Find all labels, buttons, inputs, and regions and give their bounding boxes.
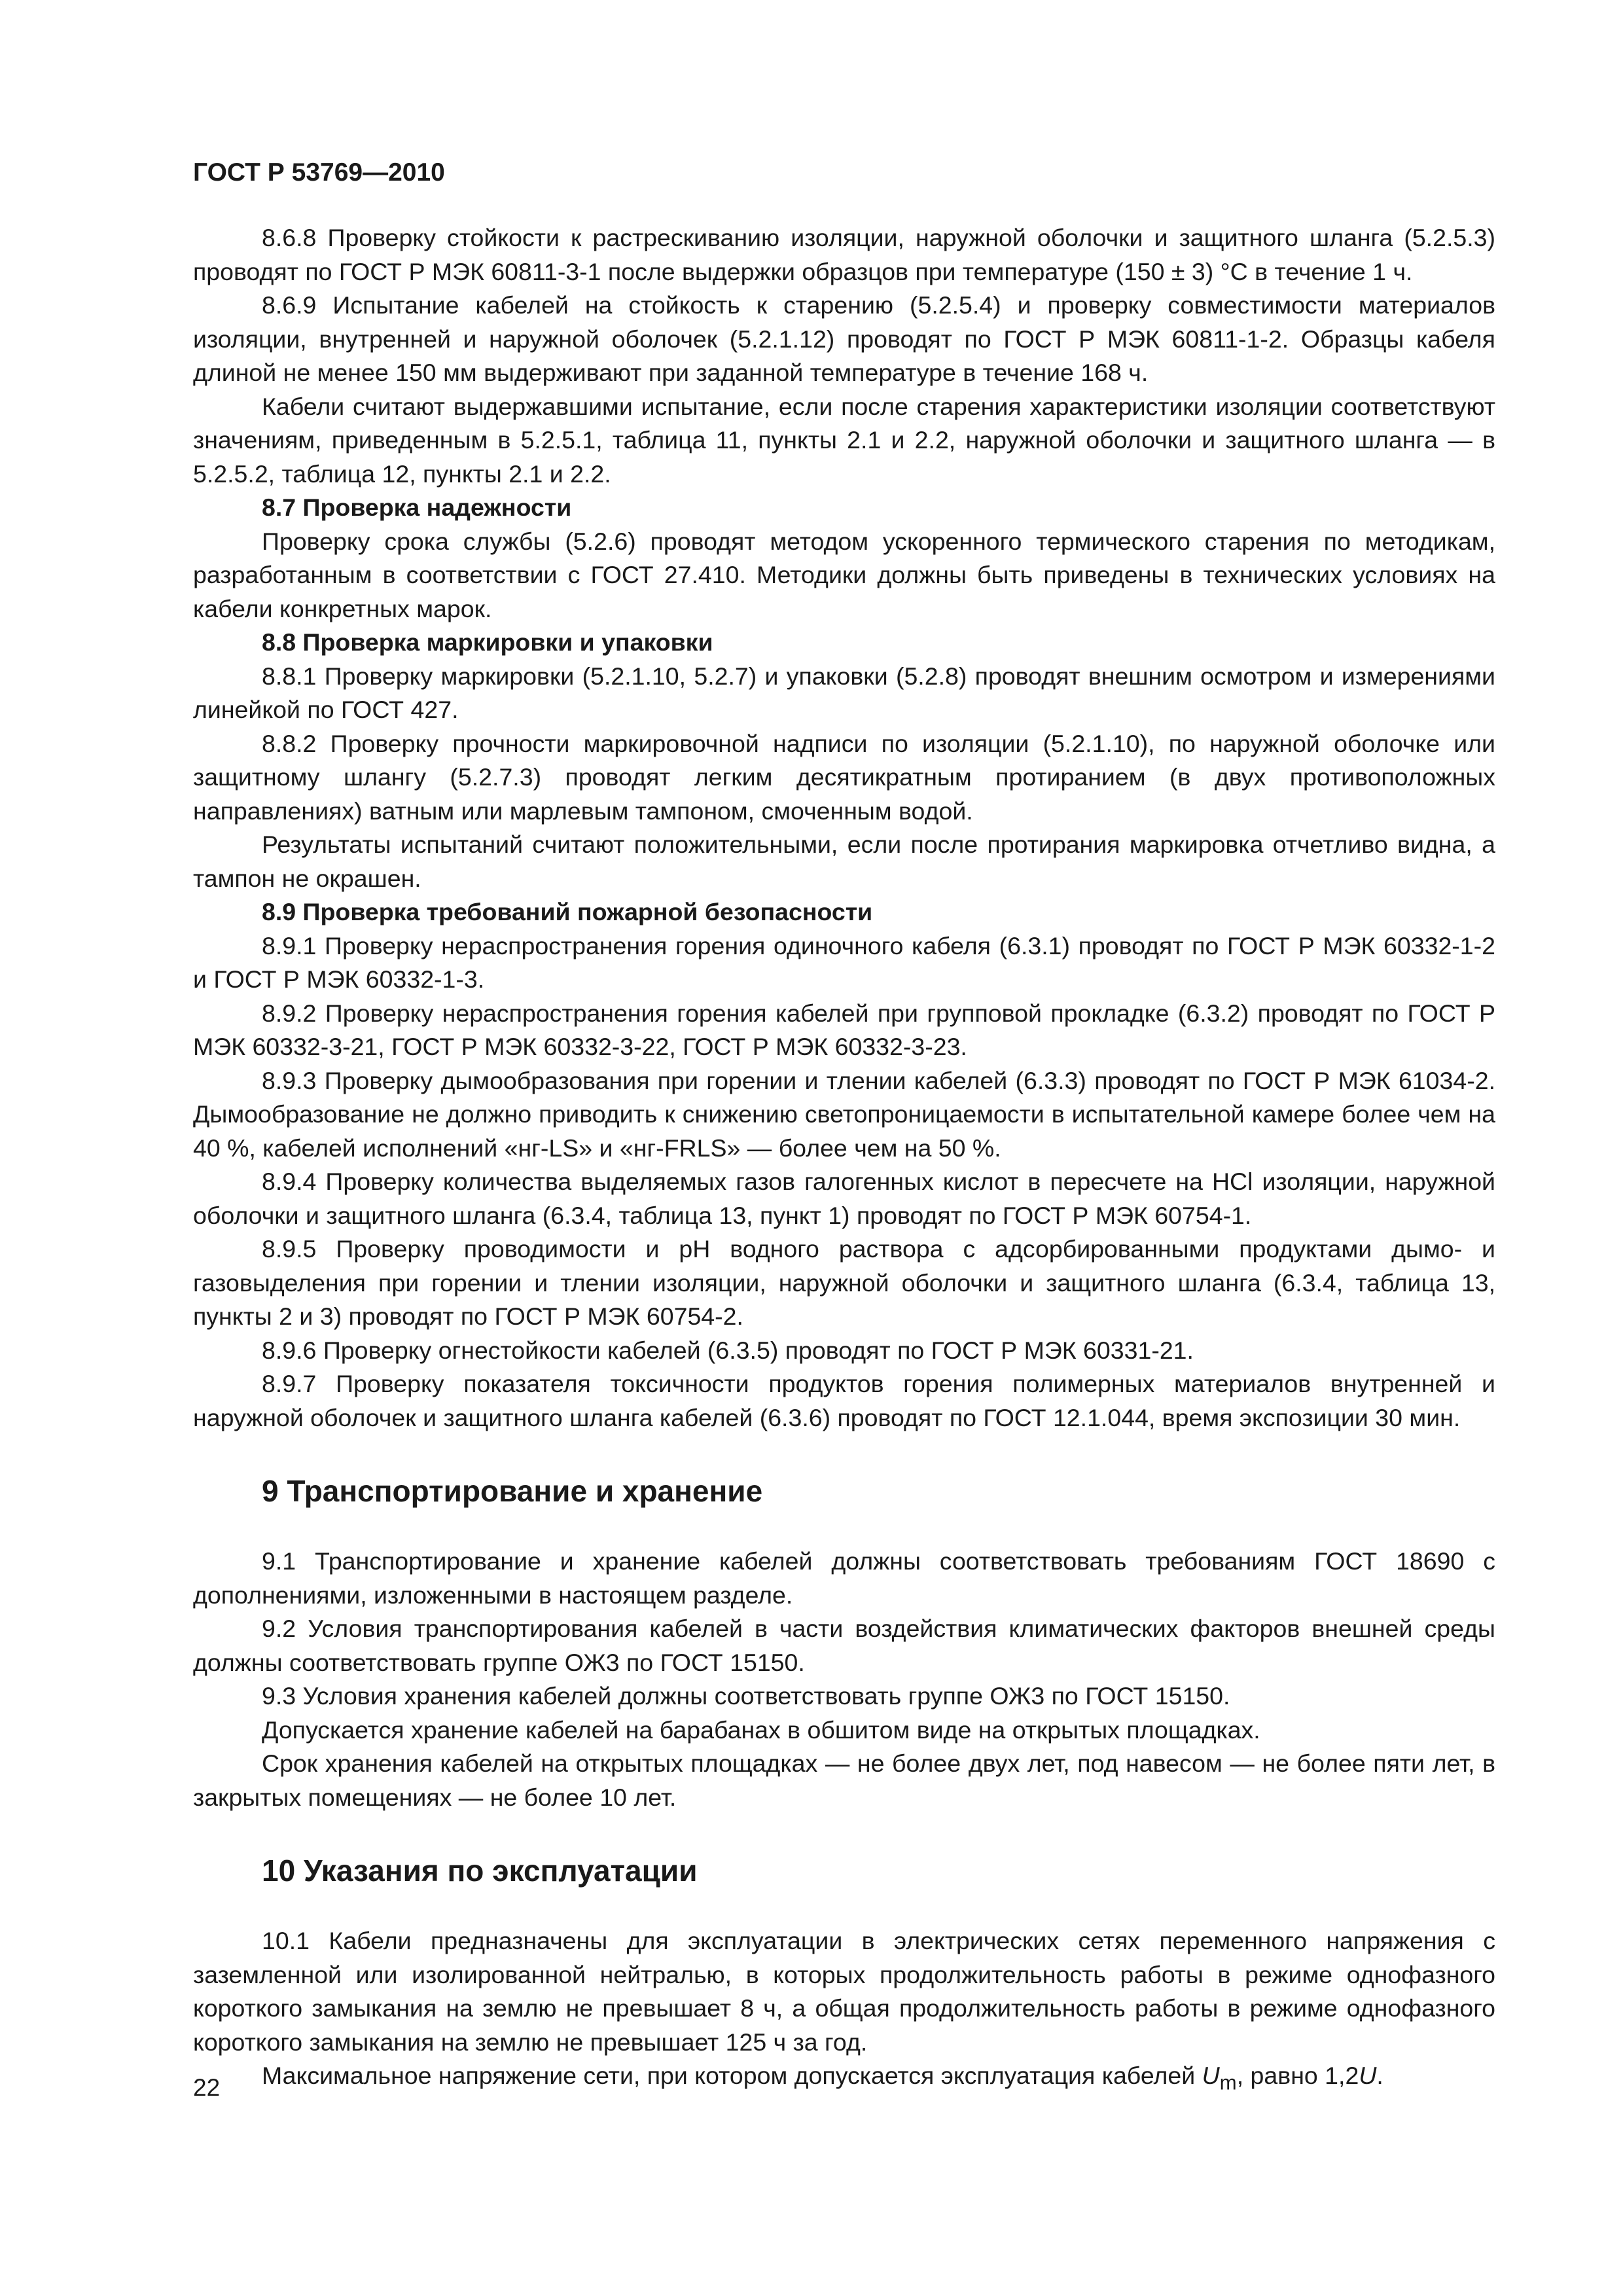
document-page <box>193 157 1495 2100</box>
paragraph: 8.9.5 Проверку проводимости и pH водного раствора с адсорбированными продуктами дымо- и газовыделения при горении и тлении изоляции, наружной оболочки и защитного шланга (6.3.4, таблица 13, пункты 2 и 3) проводят по ГОСТ Р МЭК 60754-2. <box>193 1235 1495 1330</box>
paragraph: Допускается хранение кабелей на барабанах в обшитом виде на открытых площадках. <box>262 1715 1260 1744</box>
text-before: Максимальное напряжение сети, при котором допускается эксплуатация кабелей <box>262 2062 1202 2089</box>
voltage-variable-u: U <box>1359 2062 1377 2089</box>
section-heading: 9 Транспортирование и хранение <box>262 1474 763 1508</box>
paragraph: 10.1 Кабели предназначены для эксплуатации в электрических сетях переменного напряжения с заземленной или изолированной нейтралью, в которых продолжительность работы в режиме однофазного короткого замыкания на землю не превышает 8 ч, а общая продолжительность работы в режиме однофазного короткого замыкания на землю не превышает 125 ч за год. <box>193 1927 1495 2056</box>
paragraph: 8.9.2 Проверку нераспространения горения кабелей при групповой прокладке (6.3.2) проводят по ГОСТ Р МЭК 60332-3-21, ГОСТ Р МЭК 60332-3-22, ГОСТ Р МЭК 60332-3-23. <box>193 999 1495 1060</box>
section-heading: 10 Указания по эксплуатации <box>262 1854 698 1888</box>
text-after: . <box>1376 2062 1383 2089</box>
paragraph: Результаты испытаний считают положительными, если после протирания маркировка отчетливо видна, а тампон не окрашен. <box>193 831 1495 892</box>
paragraph: 8.6.8 Проверку стойкости к растрескиванию изоляции, наружной оболочки и защитного шланга (5.2.5.3) проводят по ГОСТ Р МЭК 60811-3-1 после выдержки образцов при температуре (150 ± 3) °С в течение 1 ч. <box>193 224 1495 285</box>
text-middle: , равно 1,2 <box>1236 2062 1359 2089</box>
paragraph: 8.9.6 Проверку огнестойкости кабелей (6.3.5) проводят по ГОСТ Р МЭК 60331-21. <box>262 1336 1194 1364</box>
paragraph: 8.6.9 Испытание кабелей на стойкость к старению (5.2.5.4) и проверку совместимости материалов изоляции, внутренней и наружной оболочек (5.2.1.12) проводят по ГОСТ Р МЭК 60811-1-2. Образцы кабеля длиной не менее 150 мм выдерживают при заданной температуре в течение 168 ч. <box>193 291 1495 386</box>
subscript-m: m <box>1219 2071 1237 2094</box>
document-body <box>193 221 1495 2059</box>
paragraph: 8.9.1 Проверку нераспространения горения одиночного кабеля (6.3.1) проводят по ГОСТ Р МЭК 60332-1-2 и ГОСТ Р МЭК 60332-1-3. <box>193 931 1495 993</box>
subsection-heading: 8.7 Проверка надежности <box>262 493 572 521</box>
paragraph: 8.8.1 Проверку маркировки (5.2.1.10, 5.2.7) и упаковки (5.2.8) проводят внешним осмотром и измерениями линейкой по ГОСТ 427. <box>193 662 1495 723</box>
paragraph: Проверку срока службы (5.2.6) проводят методом ускоренного термического старения по методикам, разработанным в соответствии с ГОСТ 27.410. Методики должны быть приведены в технических условиях на кабели конкретных марок. <box>193 527 1495 622</box>
paragraph: 8.9.4 Проверку количества выделяемых газов галогенных кислот в пересчете на HCl изоляции, наружной оболочки и защитного шланга (6.3.4, таблица 13, пункт 1) проводят по ГОСТ Р МЭК 60754-1. <box>193 1168 1495 1229</box>
paragraph: 9.3 Условия хранения кабелей должны соответствовать группе ОЖ3 по ГОСТ 15150. <box>262 1682 1230 1710</box>
subsection-heading: 8.8 Проверка маркировки и упаковки <box>262 628 713 656</box>
paragraph-max-voltage <box>193 2059 1495 2100</box>
paragraph: Кабели считают выдержавшими испытание, если после старения характеристики изоляции соответствуют значениям, приведенным в 5.2.5.1, таблица 11, пункты 2.1 и 2.2, наружной оболочки и защитного шланга — в 5.2.5.2, таблица 12, пункты 2.1 и 2.2. <box>193 392 1495 488</box>
paragraph: 8.9.3 Проверку дымообразования при горении и тлении кабелей (6.3.3) проводят по ГОСТ Р МЭК 61034-2. Дымообразование не должно приводить к снижению светопроницаемости в испытательной камере более чем на 40 %, кабелей исполнений «нг-LS» и «нг-FRLS» — более чем на 50 %. <box>193 1066 1495 1162</box>
paragraph: Срок хранения кабелей на открытых площадках — не более двух лет, под навесом — не более пяти лет, в закрытых помещениях — не более 10 лет. <box>193 1749 1495 1811</box>
paragraph: 9.2 Условия транспортирования кабелей в части воздействия климатических факторов внешней среды должны соответствовать группе ОЖ3 по ГОСТ 15150. <box>193 1615 1495 1676</box>
paragraph: 8.9.7 Проверку показателя токсичности продуктов горения полимерных материалов внутренней и наружной оболочек и защитного шланга кабелей (6.3.6) проводят по ГОСТ 12.1.044, время экспозиции 30 мин. <box>193 1370 1495 1431</box>
paragraph: 8.8.2 Проверку прочности маркировочной надписи по изоляции (5.2.1.10), по наружной оболочке или защитному шлангу (5.2.7.3) проводят легким десятикратным протиранием (в двух противоположных направлениях) ватным или марлевым тампоном, смоченным водой. <box>193 729 1495 825</box>
voltage-variable-um: U <box>1202 2062 1220 2089</box>
page-header: ГОСТ Р 53769—2010 <box>193 158 445 187</box>
subsection-heading: 8.9 Проверка требований пожарной безопасности <box>262 898 873 925</box>
paragraph: 9.1 Транспортирование и хранение кабелей должны соответствовать требованиям ГОСТ 18690 с дополнениями, изложенными в настоящем разделе. <box>193 1547 1495 1609</box>
page-number: 22 <box>193 2074 221 2101</box>
